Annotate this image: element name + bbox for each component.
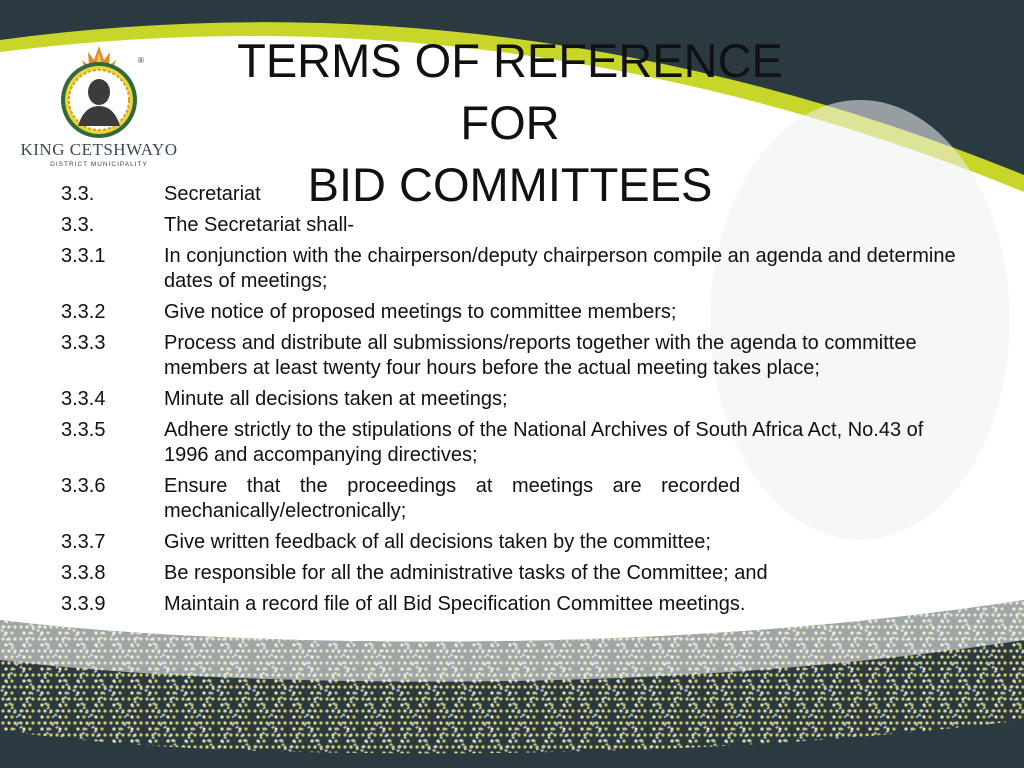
list-item bbox=[61, 561, 961, 586]
emblem-icon bbox=[14, 42, 184, 142]
logo-name: KING CETSHWAYO bbox=[20, 140, 178, 159]
item-number: 3.3.7 bbox=[61, 531, 106, 553]
item-text: Adhere strictly to the stipulations of the National Archives of South Africa Act, No.43 of 1996 and accompanying directives; bbox=[164, 419, 924, 466]
item-text: Minute all decisions taken at meetings; bbox=[164, 388, 508, 410]
title-line-2: BID COMMITTEES bbox=[307, 158, 713, 211]
list-item bbox=[61, 418, 961, 468]
list-item bbox=[61, 387, 961, 412]
item-number: 3.3. bbox=[61, 214, 95, 236]
item-text: Give notice of proposed meetings to committee members; bbox=[164, 301, 677, 323]
list-item bbox=[61, 182, 961, 207]
item-text: The Secretariat shall- bbox=[164, 214, 355, 236]
list-item bbox=[61, 213, 961, 238]
item-number: 3.3.3 bbox=[61, 332, 106, 354]
item-text: In conjunction with the chairperson/deputy chairperson compile an agenda and determine dates of meetings; bbox=[164, 245, 956, 292]
king-cetshwayo-logo bbox=[14, 42, 184, 174]
item-number: 3.3.9 bbox=[61, 593, 106, 615]
item-text: Maintain a record file of all Bid Specification Committee meetings. bbox=[164, 593, 746, 615]
list-item bbox=[61, 300, 961, 325]
list-item bbox=[61, 474, 961, 524]
list-item bbox=[61, 244, 961, 294]
list-item bbox=[61, 592, 961, 617]
list-item bbox=[61, 331, 961, 381]
registered-mark: ® bbox=[138, 56, 144, 65]
secretariat-list bbox=[61, 182, 961, 623]
item-text: Ensure that the proceedings at meetings are recorded mechanically/electronically; bbox=[164, 475, 741, 522]
list-item bbox=[61, 530, 961, 555]
item-number: 3.3.5 bbox=[61, 419, 106, 441]
item-number: 3.3.2 bbox=[61, 301, 106, 323]
item-number: 3.3.8 bbox=[61, 562, 106, 584]
item-text: Be responsible for all the administrative tasks of the Committee; and bbox=[164, 562, 768, 584]
item-number: 3.3.1 bbox=[61, 245, 106, 267]
item-text: Secretariat bbox=[164, 183, 261, 205]
logo-subtitle: DISTRICT MUNICIPALITY bbox=[50, 161, 148, 168]
item-number: 3.3.4 bbox=[61, 388, 106, 410]
item-number: 3.3. bbox=[61, 183, 95, 205]
title-line-1: TERMS OF REFERENCE FOR bbox=[237, 34, 783, 149]
item-text: Process and distribute all submissions/reports together with the agenda to committee members at least twenty four hours before the actual meeting takes place; bbox=[164, 332, 917, 379]
item-number: 3.3.6 bbox=[61, 475, 106, 497]
item-text: Give written feedback of all decisions taken by the committee; bbox=[164, 531, 711, 553]
